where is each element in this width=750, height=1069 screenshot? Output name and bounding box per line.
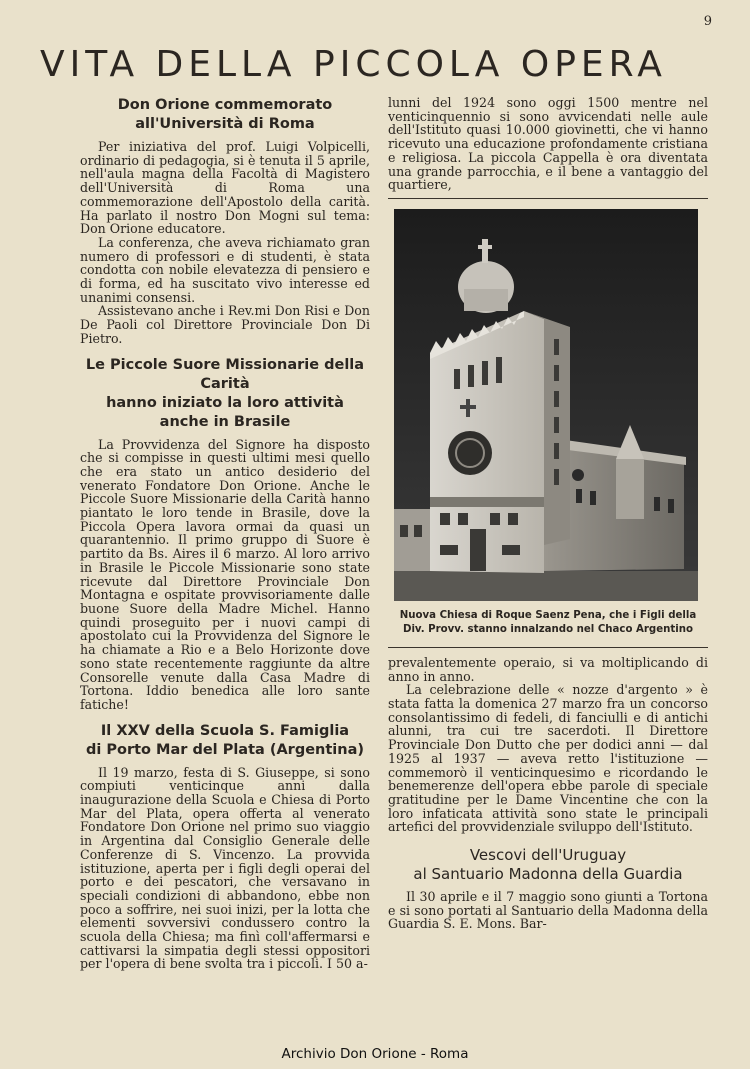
paragraph: Il 19 marzo, festa di S. Giuseppe, si sono compiuti venticinque anni dalla inaugurazione della Scuola e Chiesa di Porto Mar del Plata, opera offerta al venerato Fondatore Don Orione nel primo suo viaggio in Argentina dal Consiglio Generale delle Conferenze di S. Vincenzo. La provvida istituzione, aperta per i figli degli operai del porto e dei pescatori, che versavano in speciali condizioni di abbandono, ebbe non poco a soffrire, nei suoi inizi, per la lotta che elementi sovversivi condussero contro la scuola della Chiesa; ma finì coll'affermarsi e cattivarsi la simpatia degli stessi oppositori per l'opera di bene svolta tra i piccoli. I 50 a-: [80, 764, 370, 972]
caption-line: Div. Provv. stanno innalzando nel Chaco Argentino: [402, 623, 693, 635]
heading-line: Vescovi dell'Uruguay: [469, 846, 627, 865]
church-illustration: [394, 209, 698, 601]
archive-footer: Archivio Don Orione - Roma: [281, 1046, 469, 1062]
section-heading-xxv-scuola: [80, 722, 370, 760]
masthead-title: VITA DELLA PICCOLA OPERA: [40, 44, 667, 85]
photo-caption: [388, 609, 708, 637]
paragraph: Assistevano anche i Rev.mi Don Risi e Don De Paoli col Direttore Provinciale Don Di Pietro.: [80, 303, 370, 346]
heading-line: al Santuario Madonna della Guardia: [413, 865, 683, 884]
heading-line: all'Università di Roma: [135, 116, 315, 132]
paragraph: La Provvidenza del Signore ha disposto che si compisse in questi ultimi mesi quello che era stato un antico desiderio del venerato Fondatore Don Orione. Anche le Piccole Suore Missionarie della Carità hanno piantato le loro tende in Brasile, dove la Piccola Opera lavora ormai da quasi un quarantennio. Il primo gruppo di Suore è partito da Bs. Aires il 6 marzo. Al loro arrivo in Brasile le Piccole Missionarie sono state ricevute dal Direttore Provinciale Don Montagna e ospitate provvisoriamente dalle buone Suore della Madre Michel. Hanno quindi proseguito per i nuovi campi di apostolato cui la Provvidenza del Signore le ha chiamate a Rio e a Belo Horizonte dove sono state recentemente raggiunte da altre Consorelle venute dalla Casa Madre di Tortona. Iddio benedica alle loro sante fatiche!: [80, 436, 370, 712]
left-column: [80, 96, 370, 971]
section-heading-don-orione: [80, 96, 370, 134]
church-photo: [394, 209, 698, 601]
paragraph: Il 30 aprile e il 7 maggio sono giunti a Tortona e si sono portati al Santuario della Madonna della Guardia S. E. Mons. Bar-: [388, 889, 708, 932]
paragraph: Per iniziativa del prof. Luigi Volpicelli, ordinario di pedagogia, si è tenuta il 5 aprile, nell'aula magna della Facoltà di Magistero dell'Università di Roma una commemorazione dell'Apostolo della carità. Ha parlato il nostro Don Mogni sul tema: Don Orione educatore.: [80, 139, 370, 237]
heading-line: Il XXV della Scuola S. Famiglia: [100, 722, 350, 739]
divider-rule: [388, 647, 708, 648]
heading-line: Le Piccole Suore Missionarie della Carità: [85, 356, 365, 392]
right-column: [388, 96, 708, 931]
paragraph-continuation: prevalentemente operaio, si va moltiplicando di anno in anno.: [388, 654, 708, 684]
heading-line: anche in Brasile: [159, 413, 291, 430]
section-heading-suore-brasile: [80, 356, 370, 432]
paragraph-continuation: lunni del 1924 sono oggi 1500 mentre nel venticinquennio si sono avvicendati nelle aule dell'Istituto quasi 10.000 giovinetti, che vi hanno ricevuto una educazione profondamente cristiana e religiosa. La piccola Cappella è ora diventata una grande parrocchia, e il bene a vantaggio del quartiere,: [388, 95, 708, 193]
paragraph: La celebrazione delle « nozze d'argento » è stata fatta la domenica 27 marzo fra un concorso consolantissimo di fedeli, di fanciulli e di antichi alunni, tra cui tre sacerdoti. Il Direttore Provinciale Don Dutto che per dodici anni — dal 1925 al 1937 — aveva retto l'istituzione — commemorò il venticinquesimo e ricordando le benemerenze dell'opera ebbe parole di speciale gratitudine per le Dame Vincentine che con la loro infaticata attività sono state le principali artefici del provvidenziale sviluppo dell'Istituto.: [388, 682, 708, 835]
heading-line: hanno iniziato la loro attività: [106, 394, 344, 411]
paragraph: La conferenza, che aveva richiamato gran numero di professori e di studenti, è stata condotta con nobile elevatezza di pensiero e di forma, ed ha suscitato vivo interesse ed unanimi consensi.: [80, 234, 370, 305]
divider-rule: [388, 198, 708, 199]
section-heading-vescovi-uruguay: [388, 846, 708, 884]
page-number: 9: [703, 14, 712, 29]
heading-line: Don Orione commemorato: [117, 97, 333, 113]
heading-line: di Porto Mar del Plata (Argentina): [85, 741, 365, 758]
caption-line: Nuova Chiesa di Roque Saenz Pena, che i Figli della: [399, 609, 697, 621]
